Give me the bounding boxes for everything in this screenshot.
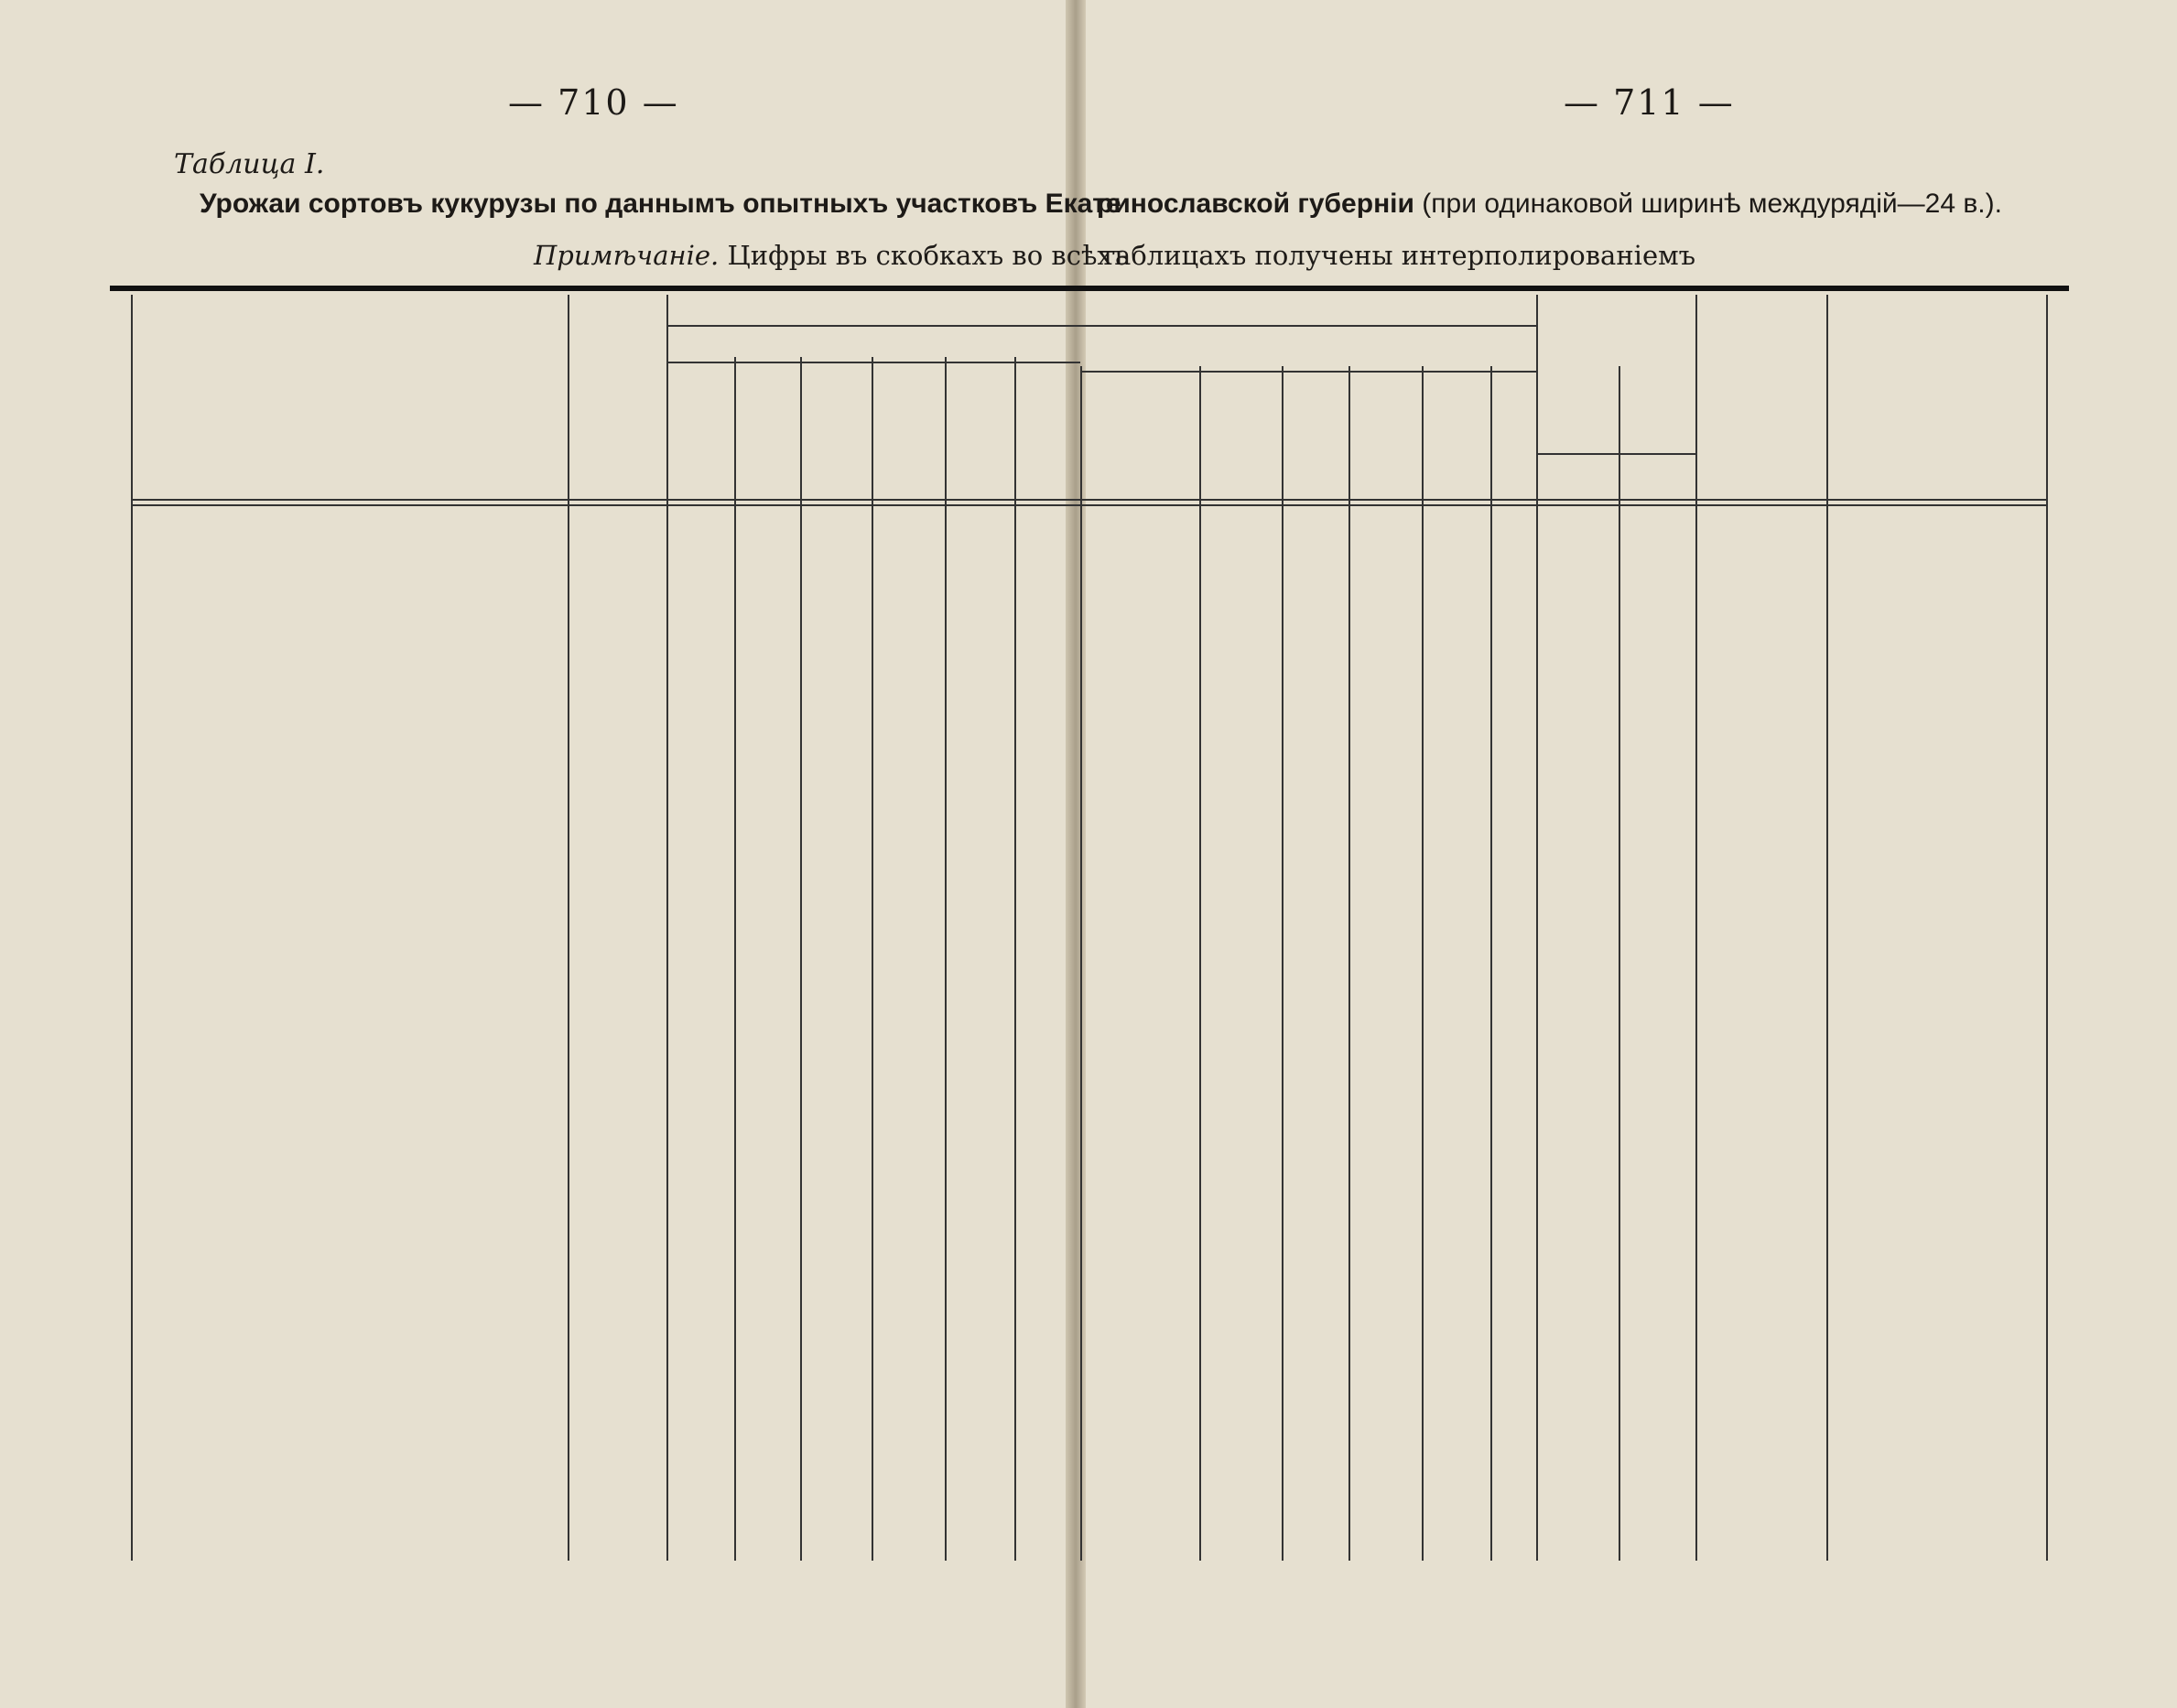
table-title-left: Урожаи сортовъ кукурузы по даннымъ опытныхъ участковъ Екате — [200, 189, 1121, 219]
column-rule — [1348, 366, 1350, 1561]
note-text-left: Цифры въ скобкахъ во всѣхъ — [719, 240, 1130, 271]
title-right-normal: (при одинаковой ширинѣ междурядій—24 в.). — [1413, 189, 2002, 219]
column-rule — [1536, 295, 1538, 1561]
note-label: Примѣчаніе. — [534, 240, 720, 271]
column-rule — [1695, 295, 1697, 1561]
column-rule — [1282, 366, 1283, 1561]
column-rule — [1014, 357, 1016, 1561]
header-bottom-rule-2 — [131, 504, 2046, 506]
header-rule-yield — [666, 325, 1536, 327]
column-rule — [800, 357, 802, 1561]
column-rule — [568, 295, 569, 1561]
column-rule — [872, 357, 873, 1561]
table-label: Таблица I. — [174, 148, 325, 180]
header-bottom-rule — [131, 499, 2046, 501]
note-right: таблицахъ получены интерполированіемъ — [1100, 240, 1696, 271]
header-rule-1910 — [1080, 371, 1536, 373]
column-rule — [734, 357, 736, 1561]
column-rule — [666, 295, 668, 1561]
header-rule-1909 — [666, 362, 1080, 363]
column-rule — [1619, 366, 1620, 1561]
page-number-right: — 711 — — [1564, 82, 1735, 123]
page-number-left: — 710 — — [508, 82, 679, 123]
column-rule — [1826, 295, 1828, 1561]
column-rule — [1490, 366, 1492, 1561]
column-rule — [2046, 295, 2048, 1561]
table-top-rule — [110, 286, 2069, 291]
column-rule — [131, 295, 133, 1561]
table-title-right — [1097, 189, 2002, 220]
note-left — [534, 240, 1129, 271]
title-right-bold: ринославской губерніи — [1097, 189, 1414, 219]
column-rule — [1199, 366, 1201, 1561]
column-rule — [1422, 366, 1424, 1561]
header-rule-waste — [1536, 453, 1695, 455]
column-rule — [1080, 366, 1082, 1561]
column-rule — [945, 357, 947, 1561]
